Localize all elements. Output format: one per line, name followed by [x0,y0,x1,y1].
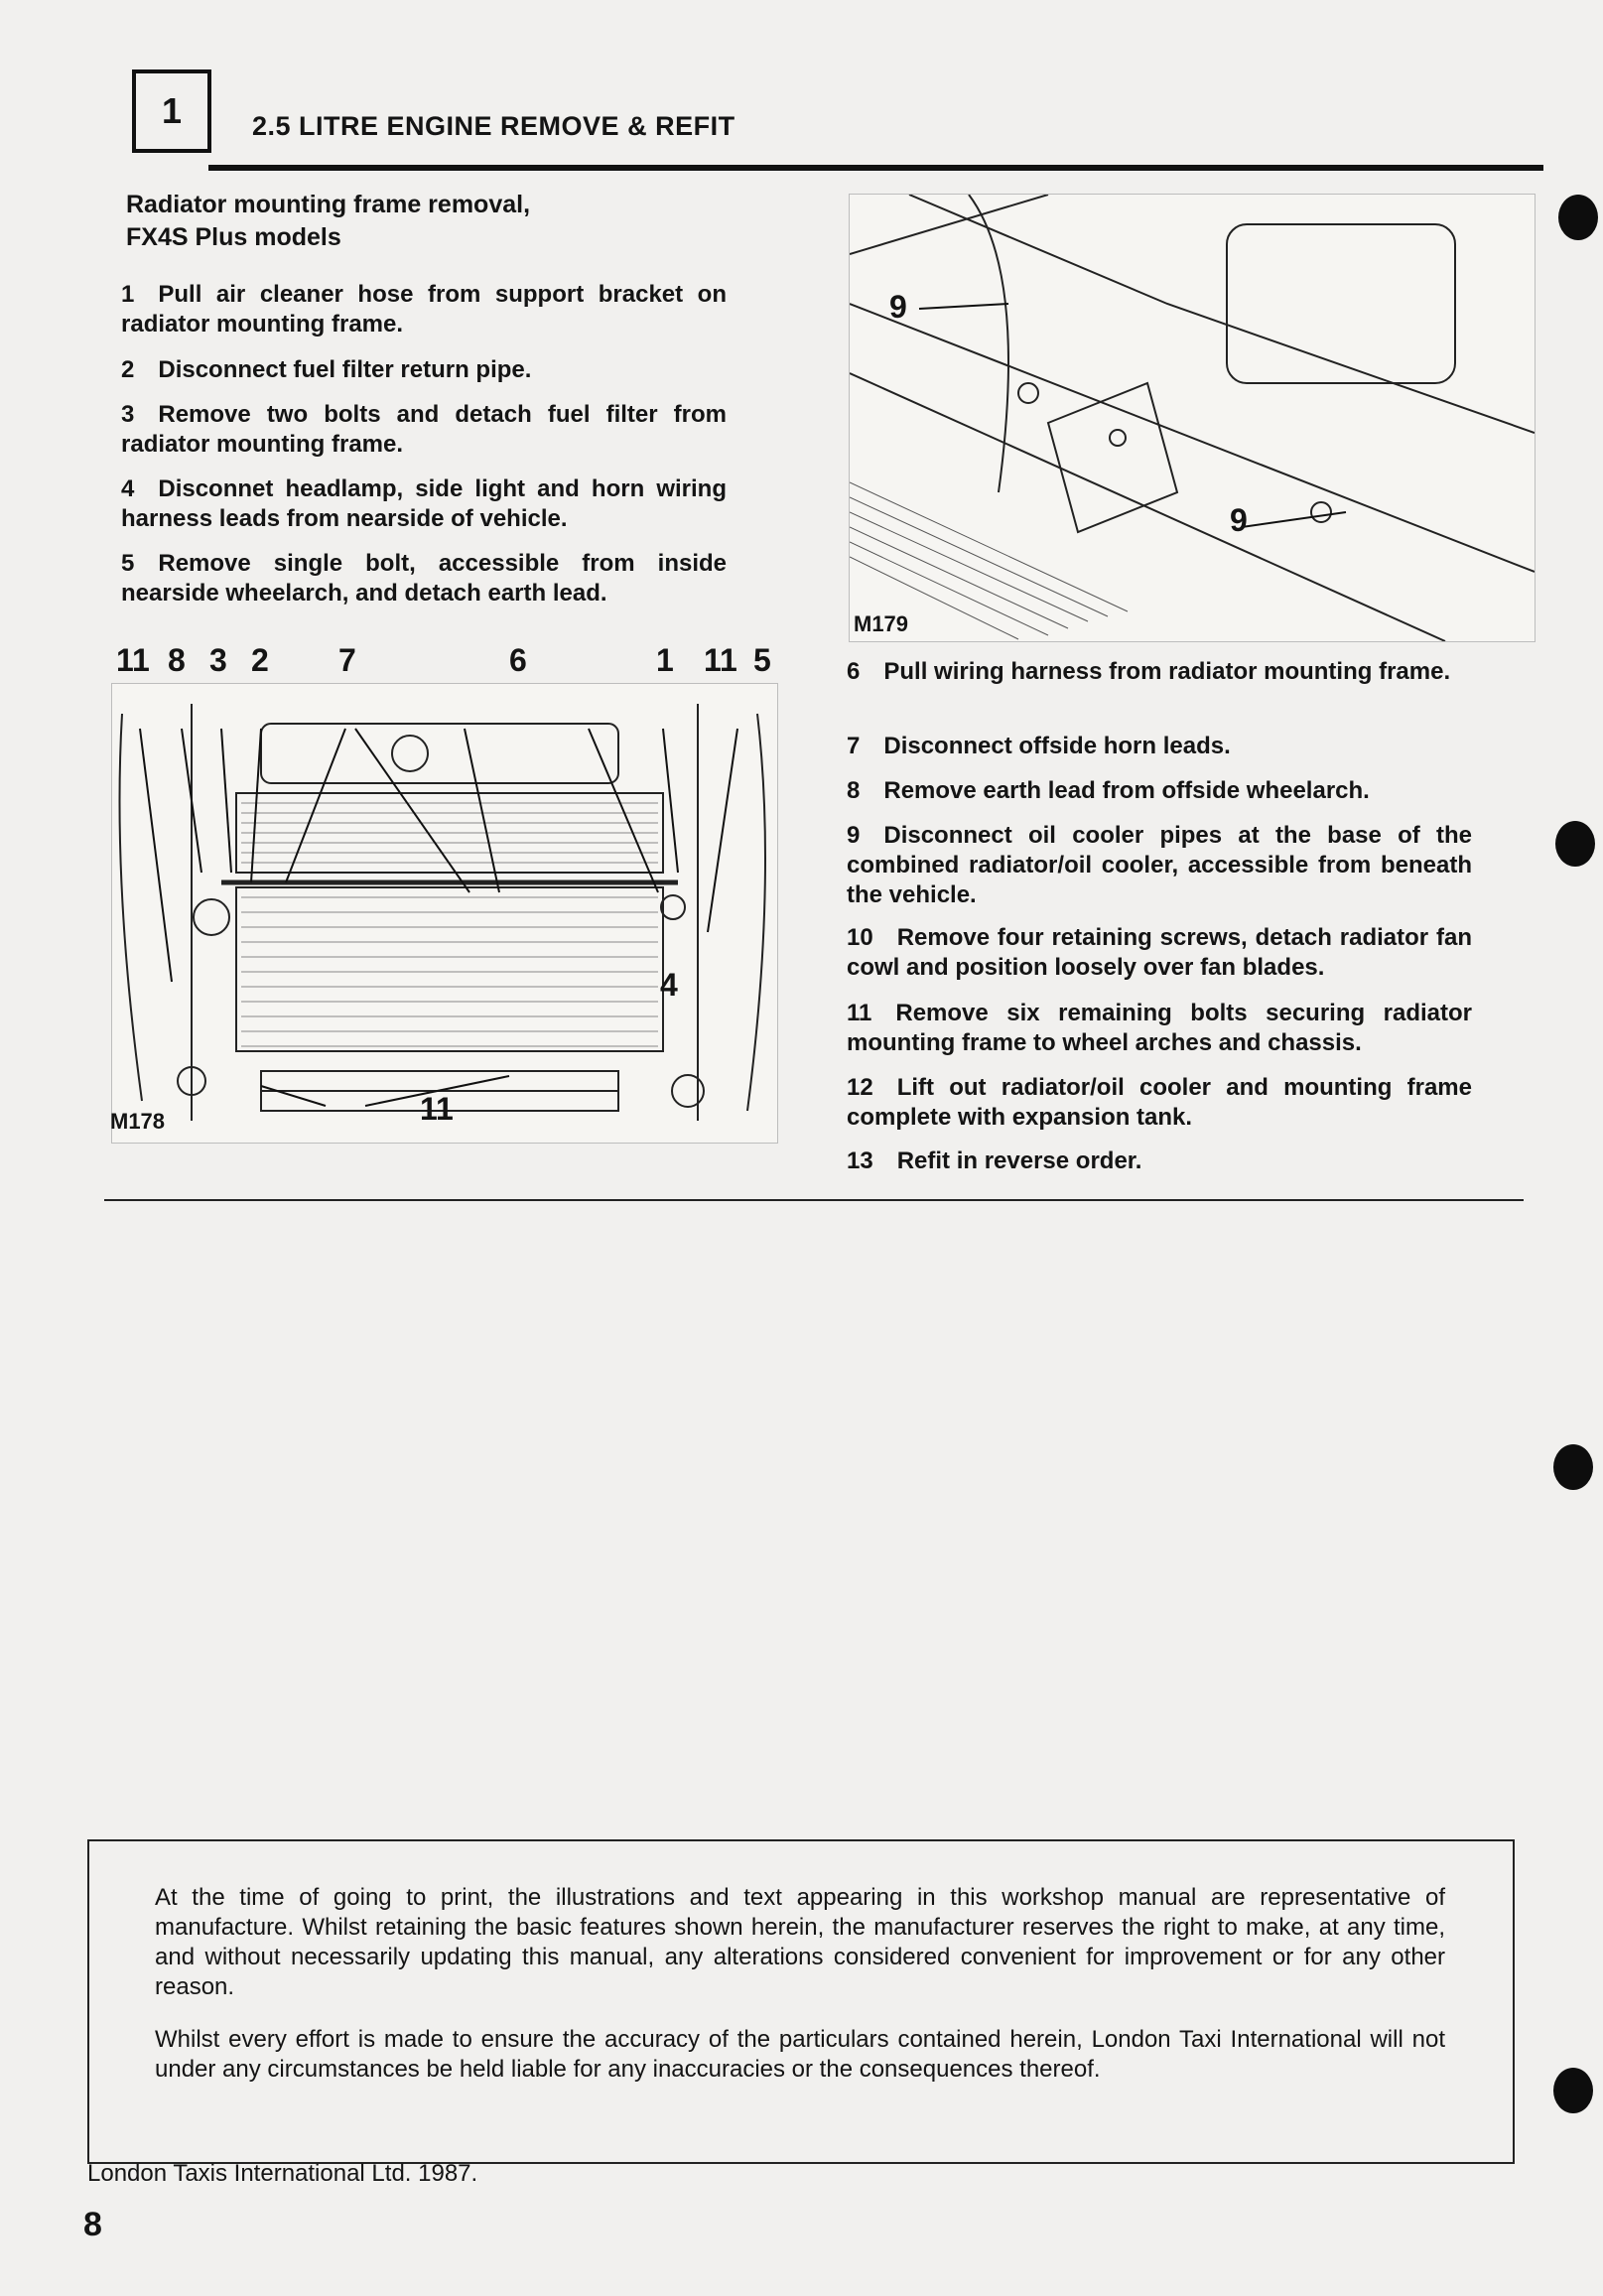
step-number: 13 [847,1148,873,1174]
section-heading-line2: FX4S Plus models [126,223,341,251]
step-text: Remove earth lead from offside wheelarch. [883,777,1370,804]
figure-m179-label: M179 [854,611,909,636]
step-1 [121,280,727,339]
step-2 [121,355,727,385]
step-13 [847,1147,1472,1176]
section-end-rule [104,1199,1524,1201]
step-number: 10 [847,924,873,951]
chapter-title: 2.5 LITRE ENGINE REMOVE & REFIT [252,111,735,141]
callout-11: 11 [116,642,150,678]
step-6 [847,657,1472,687]
callout-9b: 9 [1230,502,1248,538]
step-9 [847,821,1472,910]
step-number: 6 [847,658,861,685]
step-text: Remove two bolts and detach fuel filter from radiator mounting frame. [121,401,727,458]
step-number: 2 [121,356,135,383]
callout-2: 2 [251,642,269,678]
step-text: Remove single bolt, accessible from inside nearside wheelarch, and detach earth lead. [121,550,727,607]
page-number: 8 [83,2206,102,2243]
disclaimer-box [87,1839,1515,2164]
callout-11c: 11 [420,1091,454,1127]
section-heading [126,189,530,254]
disclaimer-paragraph-1: At the time of going to print, the illustrations and text appearing in this workshop manual are representative of manufacture. Whilst retaining the basic features shown herein, the manufacturer reserves the right to make, at any time, and without necessarily updating this manual, any alterations considered convenient for improvement or for any other reason. [155,1884,1445,2000]
step-12 [847,1073,1472,1133]
callout-1: 1 [656,642,674,678]
step-text: Remove four retaining screws, detach radiator fan cowl and position loosely over fan blades. [847,924,1472,981]
step-3 [121,400,727,460]
callout-8: 8 [168,642,186,678]
step-7 [847,732,1472,761]
section-heading-line1: Radiator mounting frame removal, [126,191,531,218]
step-text: Disconnect oil cooler pipes at the base of the combined radiator/oil cooler, accessible from beneath the vehicle. [847,822,1472,908]
step-number: 8 [847,777,861,804]
binder-hole [1553,1444,1593,1490]
callout-7: 7 [338,642,356,678]
callout-3: 3 [209,642,227,678]
step-text: Disconnet headlamp, side light and horn wiring harness leads from nearside of vehicle. [121,475,727,532]
step-text: Refit in reverse order. [896,1148,1142,1174]
callout-9: 9 [889,289,907,325]
step-number: 11 [847,1000,872,1026]
step-10 [847,923,1472,983]
header-rule [208,165,1543,171]
step-text: Lift out radiator/oil cooler and mounting frame complete with expansion tank. [847,1074,1472,1131]
disclaimer-paragraph-2: Whilst every effort is made to ensure the accuracy of the particulars contained herein, London Taxi International will not under any circumstances be held liable for any inaccuracies or the consequences thereof. [155,2026,1445,2083]
chapter-number-box [132,69,211,153]
chapter-number: 1 [161,90,183,131]
step-11 [847,999,1472,1058]
step-text: Disconnect offside horn leads. [883,733,1231,759]
step-5 [121,549,727,608]
step-number: 12 [847,1074,873,1101]
binder-hole [1553,2068,1593,2113]
step-number: 3 [121,401,135,428]
callout-6: 6 [509,642,527,678]
figure-m178 [110,642,778,1144]
binder-hole [1558,195,1598,240]
figure-m179 [849,194,1536,642]
figure-m179-drawing [850,195,1535,641]
binder-hole [1555,821,1595,867]
figure-m178-drawing [112,684,777,1143]
figure-m178-label: M178 [110,1109,166,1134]
step-number: 5 [121,550,135,577]
step-8 [847,776,1472,806]
callout-5: 5 [753,642,771,678]
step-text: Remove six remaining bolts securing radiator mounting frame to wheel arches and chassis. [847,1000,1472,1056]
copyright: London Taxis International Ltd. 1987. [87,2160,478,2187]
step-number: 7 [847,733,861,759]
callout-4: 4 [660,967,678,1003]
step-number: 4 [121,475,135,502]
step-4 [121,474,727,534]
step-number: 1 [121,281,135,308]
step-text: Disconnect fuel filter return pipe. [158,356,532,383]
step-number: 9 [847,822,861,849]
step-text: Pull air cleaner hose from support bracket on radiator mounting frame. [121,281,727,338]
callout-11b: 11 [704,642,737,678]
step-text: Pull wiring harness from radiator mounting frame. [883,658,1451,685]
